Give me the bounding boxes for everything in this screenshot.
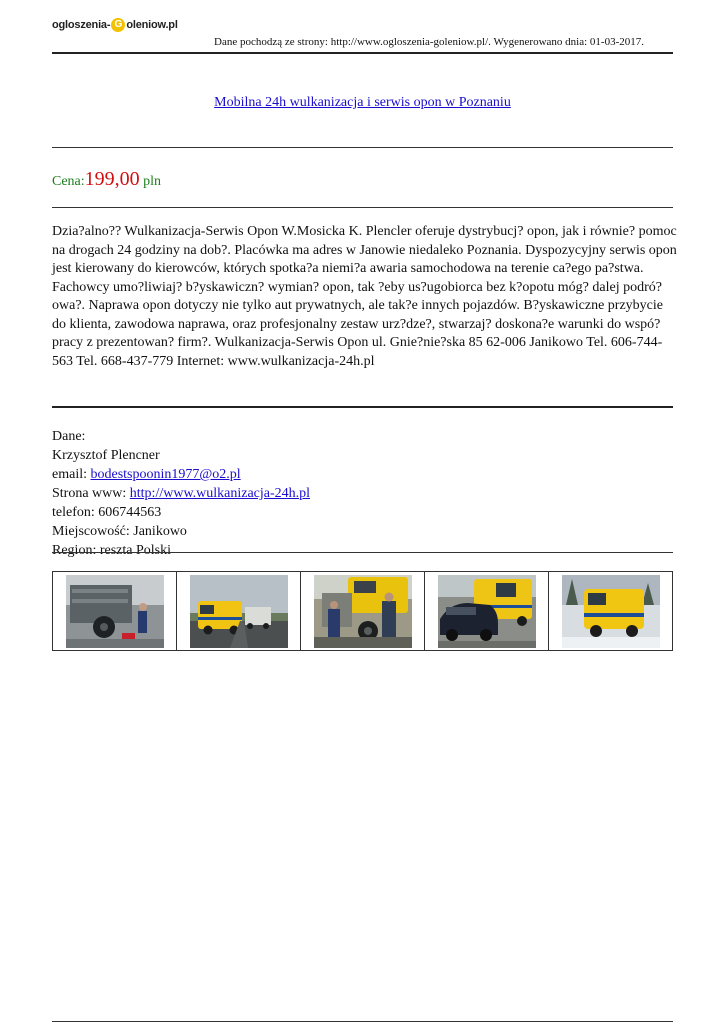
- phone-row: [52, 503, 310, 522]
- phone-label: telefon:: [52, 505, 99, 520]
- header-divider: [52, 52, 673, 54]
- city-value: Janikowo: [133, 524, 187, 539]
- mechanics-truck-photo[interactable]: [314, 575, 412, 648]
- contact-details: [52, 427, 310, 560]
- email-link[interactable]: bodestspoonin1977@o2.pl: [90, 467, 241, 482]
- yellow-van-snow-photo[interactable]: [562, 575, 660, 648]
- site-logo[interactable]: [52, 18, 178, 32]
- price-label: Cena:: [52, 174, 85, 189]
- website-row: [52, 484, 310, 503]
- city-label: Miejscowość:: [52, 524, 134, 539]
- gallery-cell: [425, 572, 549, 650]
- listing-description: Dzia?alno?? Wulkanizacja-Serwis Opon W.Mosicka K. Plencler oferuje dystrybucj? opon, jak i równie? pomoc na drogach 24 godziny na dob?. Placówka ma adres w Janowie niedaleko Poznania. Dyspozycyjny serwis opon jest kierowany do kierowców, których spotka?a niemi?a awaria samochodowa na terenie ca?ego pa?stwa. Fachowcy umo?liwiaj? b?yskawiczn? wymian? opon, tak ?eby us?ugobiorca bez k?opotu móg? dalej podró?owa?. Naprawa opon dotyczy nie tylko aut prywatnych, ale tak?e innych pojazdów. B?yskawiczne przybycie do klienta, zawodowa naprawa, oraz profesjonalny zestaw urz?dze?, stwarzaj? doskona?e warunki do wspó?pracy z prezentowan? firm?. Wulkanizacja-Serwis Opon ul. Gnie?nie?ska 85 62-006 Janikowo Tel. 606-744-563 Tel. 668-437-779 Internet: www.wulkanizacja-24h.pl: [52, 224, 677, 369]
- listing-title: [0, 95, 725, 111]
- tire-service-photo[interactable]: [66, 575, 164, 648]
- logo-text-right: oleniow.pl: [126, 19, 178, 31]
- region-value: reszta Polski: [99, 543, 171, 558]
- details-divider: [52, 552, 673, 553]
- source-line: Dane pochodzą ze strony: http://www.ogloszenia-goleniow.pl/. Wygenerowano dnia: 01-03-2017.: [214, 36, 644, 48]
- details-heading: Dane:: [52, 429, 86, 444]
- website-link[interactable]: http://www.wulkanizacja-24h.pl: [129, 486, 311, 501]
- price-divider: [52, 207, 673, 208]
- title-divider: [52, 147, 673, 148]
- email-row: [52, 465, 310, 484]
- footer-divider: [52, 1021, 673, 1022]
- price-currency: pln: [139, 174, 162, 189]
- phone-value: 606744563: [98, 505, 162, 520]
- description-divider: [52, 406, 673, 408]
- contact-name: Krzysztof Plencner: [52, 448, 160, 463]
- gallery-cell: [549, 572, 672, 650]
- logo-text-left: ogloszenia-: [52, 19, 111, 31]
- price: [52, 168, 161, 191]
- city-row: [52, 522, 310, 541]
- yellow-van-car-photo[interactable]: [438, 575, 536, 648]
- gallery-cell: [301, 572, 425, 650]
- price-value: 199,00: [84, 168, 140, 190]
- listing-title-link[interactable]: Mobilna 24h wulkanizacja i serwis opon w Poznaniu: [214, 95, 511, 110]
- region-row: [52, 541, 310, 560]
- website-label: Strona www:: [52, 486, 130, 501]
- photo-gallery: [52, 571, 673, 651]
- gallery-cell: [53, 572, 177, 650]
- email-label: email:: [52, 467, 91, 482]
- yellow-van-road-photo[interactable]: [190, 575, 288, 648]
- gallery-cell: [177, 572, 301, 650]
- logo-mark: G: [111, 18, 125, 32]
- region-label: Region:: [52, 543, 100, 558]
